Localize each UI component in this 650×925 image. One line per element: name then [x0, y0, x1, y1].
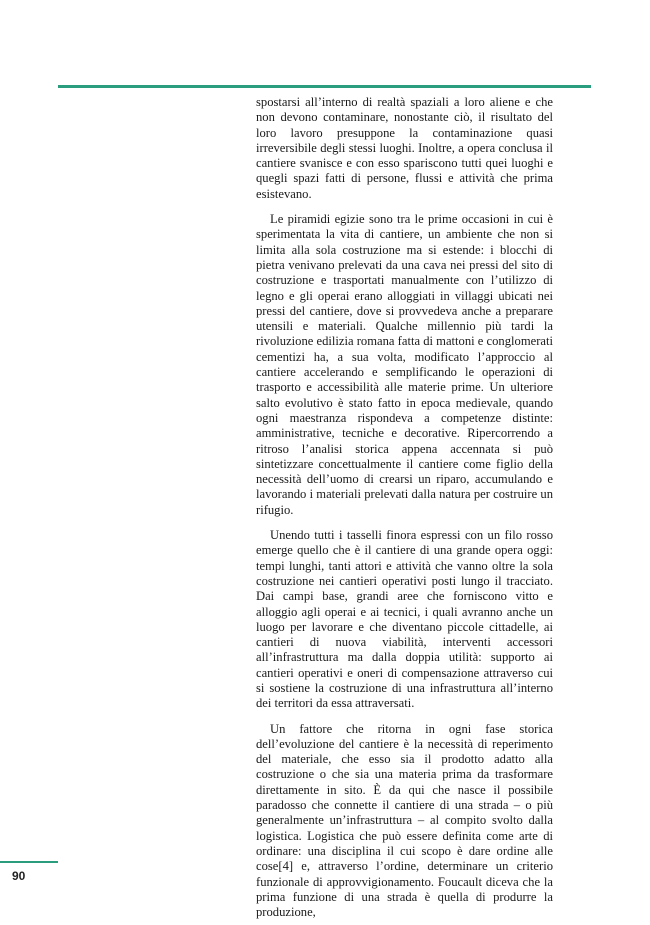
paragraph: Un fattore che ritorna in ogni fase storica dell’evoluzione del cantiere è la necessità di reperimento del materiale, che esso sia il prodotto adatto alla costruzione o che sia una materia prima da trasformare direttamente in sito. È da qui che nasce il possibile paradosso che connette il cantiere di una strada – o più generalmente un’infrastruttura – al compito svolto dalla logistica. Logistica che può essere definita come arte di ordinare: una disciplina il cui scopo è dare ordine alle cose[4] e, attraverso l’ordine, determinare un criterio funzionale di approvvigionamento. Foucault diceva che la prima funzione di una strada è quella di produrre la produzione, [256, 721, 553, 920]
page-number: 90 [12, 869, 26, 883]
footer-rule [0, 861, 58, 863]
paragraph: Le piramidi egizie sono tra le prime occasioni in cui è sperimentata la vita di cantiere, un ambiente che non si limita alla sola costruzione ma si estende: i blocchi di pietra venivano prelevati da una cava nei pressi del sito di costruzione e trasportati manualmente con l’utilizzo di legno e gli operai erano alloggiati in villaggi ubicati nei pressi del cantiere, dove si provvedeva anche a preparare utensili e materiali. Qualche millennio più tardi la rivoluzione edilizia romana fatta di mattoni e conglomerati cementizi ha, a sua volta, modificato l’approccio al cantiere accelerando e semplificando le operazioni di trasporto e accessibilità alle materie prime. Un ulteriore salto evolutivo è stato fatto in epoca medievale, quando ogni maestranza rispondeva a competenze distinte: amministrative, tecniche e decorative. Ripercorrendo a ritroso l’analisi storica appena accennata si può sintetizzare concettualmente il cantiere come figlio della necessità dell’uomo di crearsi un riparo, accumulando e lavorando i materiali prelevati dalla natura per costruire un rifugio. [256, 212, 553, 517]
header-rule [58, 85, 591, 88]
paragraph: Unendo tutti i tasselli finora espressi con un filo rosso emerge quello che è il cantiere di una grande opera oggi: tempi lunghi, tanti attori e attività che vanno oltre la sola costruzione nei cantieri operativi posti lungo il tracciato. Dai campi base, grandi aree che forniscono vitto e alloggio agli operai e ai tecnici, i quali avranno anche un luogo per lavorare e che diventano piccole cittadelle, ai cantieri di nuova viabilità, interventi accessori all’infrastruttura ma dalla doppia utilità: supporto ai cantieri operativi e oneri di compensazione attraverso cui si sostiene la costruzione di una infrastruttura all’interno dei territori da essa attraversati. [256, 528, 553, 711]
body-text [256, 95, 553, 920]
paragraph: spostarsi all’interno di realtà spaziali a loro aliene e che non devono contaminare, nonostante ciò, il risultato del loro lavoro presuppone la contaminazione quasi irreversibile degli stessi luoghi. Inoltre, a opera conclusa il cantiere svanisce e con esso spariscono tutti quei luoghi e quegli spazi fatti di persone, flussi e attività che prima esistevano. [256, 95, 553, 201]
